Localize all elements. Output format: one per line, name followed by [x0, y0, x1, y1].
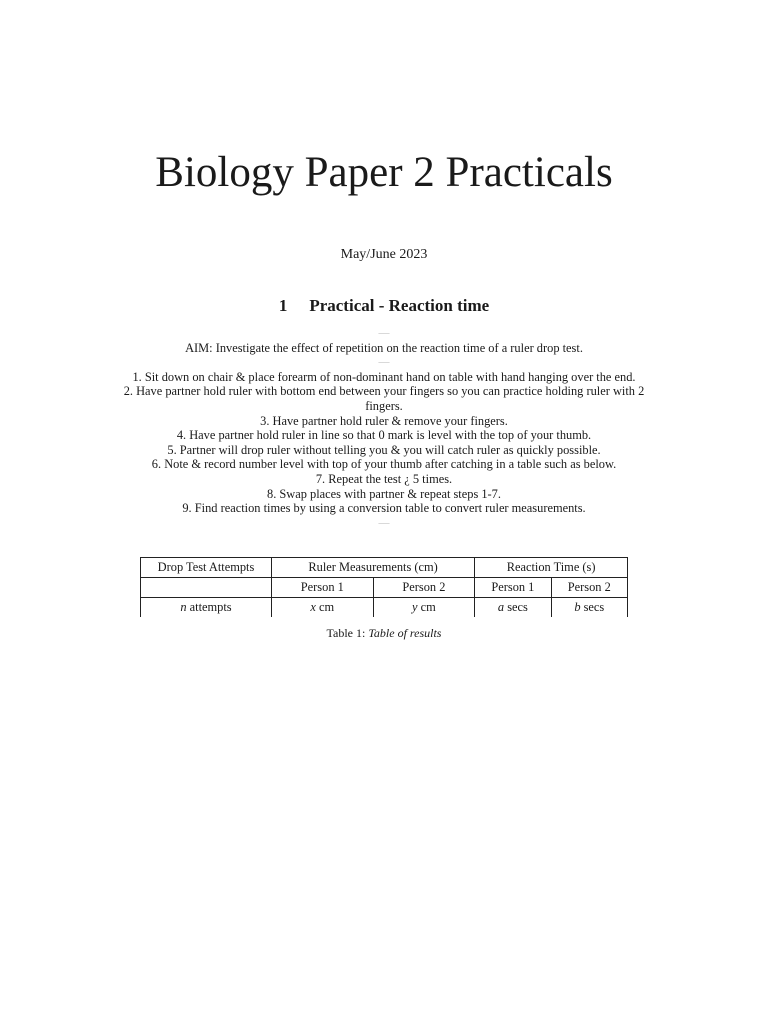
ruler1-unit: cm: [315, 600, 335, 614]
step-2: 2. Have partner hold ruler with bottom end between your fingers so you can practice holding ruler with 2 fingers.: [123, 384, 645, 413]
cell-ruler-person-1: [272, 598, 374, 618]
subheader-empty: [141, 578, 272, 598]
caption-text: Table of results: [368, 626, 442, 640]
separator-mid: —: [378, 356, 390, 369]
table-subheader-row: [141, 578, 628, 598]
step-1: 1. Sit down on chair & place forearm of non-dominant hand on table with hand hanging over the end.: [132, 369, 636, 384]
step-7: 7. Repeat the test ¿ 5 times.: [315, 471, 453, 486]
var-b: b: [574, 600, 581, 614]
subheader-time-person-2: Person 2: [551, 578, 627, 598]
step-8: 8. Swap places with partner & repeat steps 1-7.: [267, 486, 501, 501]
step-3: 3. Have partner hold ruler & remove your fingers.: [260, 413, 508, 428]
step-9: 9. Find reaction times by using a conversion table to convert ruler measurements.: [182, 501, 586, 516]
var-n: n: [180, 600, 187, 614]
var-y: y: [412, 600, 418, 614]
caption-label: Table 1:: [326, 626, 369, 640]
table-row: [141, 598, 628, 618]
practical-body: [104, 326, 664, 530]
var-x: x: [310, 600, 316, 614]
step-4: 4. Have partner hold ruler in line so that 0 mark is level with the top of your thumb.: [176, 428, 592, 443]
var-a: a: [497, 600, 505, 614]
step-6: 6. Note & record number level with top of your thumb after catching in a table such as below.: [151, 457, 617, 472]
header-reaction-time: Reaction Time (s): [475, 558, 628, 578]
table-header-row: [141, 558, 628, 578]
separator-top: —: [378, 327, 390, 339]
header-drop-test-attempts: Drop Test Attempts: [141, 558, 272, 578]
cell-time-person-2: [551, 598, 627, 618]
cell-time-person-1: [475, 598, 551, 618]
ruler2-unit: cm: [417, 600, 436, 614]
results-table: [140, 557, 628, 617]
cell-ruler-person-2: [373, 598, 475, 618]
cell-attempts: [141, 598, 272, 618]
separator-bottom: —: [378, 516, 390, 529]
step-5: 5. Partner will drop ruler without telling you & you will catch ruler as quickly possible.: [167, 442, 601, 457]
section-heading: [0, 296, 768, 316]
section-title: Practical - Reaction time: [309, 296, 490, 315]
time1-unit: secs: [504, 600, 528, 614]
attempts-text: attempts: [186, 600, 232, 614]
table-caption: [0, 626, 768, 641]
header-ruler-measurements: Ruler Measurements (cm): [272, 558, 475, 578]
subheader-time-person-1: Person 1: [475, 578, 551, 598]
time2-unit: secs: [580, 600, 605, 614]
document-date: May/June 2023: [340, 247, 428, 262]
document-title: Biology Paper 2 Practicals: [155, 149, 613, 196]
subheader-ruler-person-1: Person 1: [272, 578, 374, 598]
subheader-ruler-person-2: Person 2: [373, 578, 475, 598]
section-number: 1: [278, 296, 288, 315]
aim-text: AIM: Investigate the effect of repetition on the reaction time of a ruler drop test.: [185, 340, 583, 355]
